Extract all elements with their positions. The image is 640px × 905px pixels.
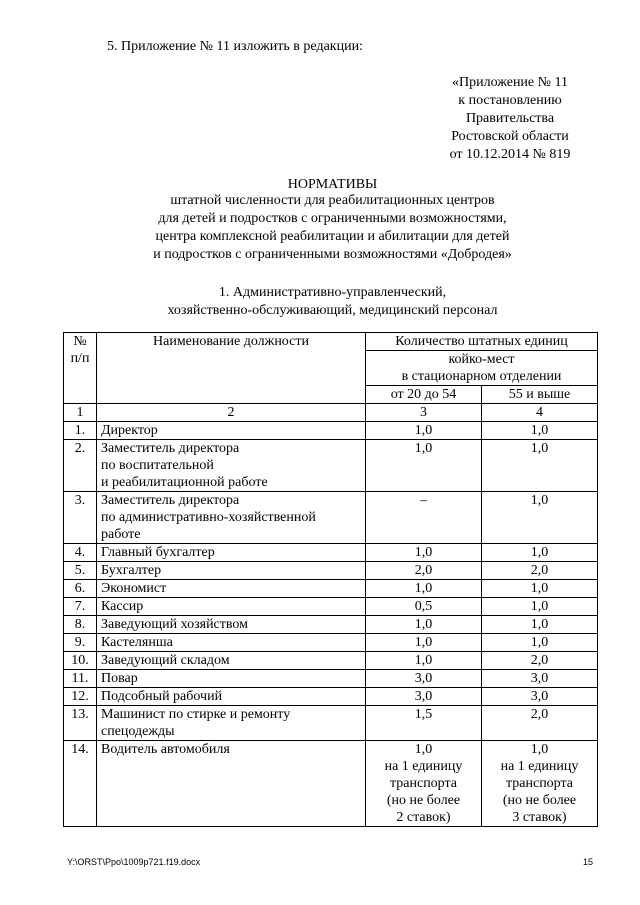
page-number: 15	[583, 857, 594, 867]
value-20-54: 3,0	[366, 688, 482, 706]
table-row	[64, 634, 598, 652]
value-55-plus: 1,0	[482, 634, 598, 652]
value-55-plus: 2,0	[482, 706, 598, 741]
section-heading	[60, 284, 605, 320]
subtitle-line: штатной численности для реабилитационных центров	[170, 193, 495, 208]
document-subtitle	[60, 192, 605, 264]
position-name: Директор	[97, 422, 366, 440]
table-row	[64, 440, 598, 492]
value-20-54: 1,0	[366, 616, 482, 634]
table-row	[64, 741, 598, 827]
column-number: 4	[482, 404, 598, 422]
position-name: Водитель автомобиля	[97, 741, 366, 827]
section-heading-line: 1. Административно-управленческий,	[218, 285, 447, 300]
position-name: Главный бухгалтер	[97, 544, 366, 562]
position-name: Бухгалтер	[97, 562, 366, 580]
value-55-plus: 2,0	[482, 652, 598, 670]
position-name: Заведующий хозяйством	[97, 616, 366, 634]
header-staff-count: Количество штатных единиц	[366, 333, 598, 351]
subtitle-line: для детей и подростков с ограниченными возможностями,	[158, 211, 507, 226]
value-20-54: 1,0	[366, 440, 482, 492]
value-55-plus: 1,0	[482, 598, 598, 616]
annex-line: от 10.12.2014 № 819	[449, 147, 571, 162]
value-20-54: 1,0	[366, 634, 482, 652]
table-row	[64, 544, 598, 562]
annex-header	[420, 74, 600, 164]
row-number: 7.	[64, 598, 97, 616]
row-number: 10.	[64, 652, 97, 670]
row-number: 9.	[64, 634, 97, 652]
value-55-plus: 3,0	[482, 688, 598, 706]
value-55-plus: 1,0	[482, 440, 598, 492]
row-number: 2.	[64, 440, 97, 492]
staff-norms-table	[63, 332, 598, 827]
position-name: Заместитель директора по административно-хозяйственной работе	[97, 492, 366, 544]
position-name: Кассир	[97, 598, 366, 616]
value-20-54: 1,0 на 1 единицу транспорта (но не более 2 ставок)	[366, 741, 482, 827]
value-20-54: 1,0	[366, 544, 482, 562]
row-number: 14.	[64, 741, 97, 827]
section-heading-line: хозяйственно-обслуживающий, медицинский персонал	[167, 303, 498, 318]
row-number: 3.	[64, 492, 97, 544]
table-row	[64, 598, 598, 616]
row-number: 11.	[64, 670, 97, 688]
table-row	[64, 688, 598, 706]
column-number: 1	[64, 404, 97, 422]
document-title: НОРМАТИВЫ	[287, 177, 378, 192]
table-row	[64, 616, 598, 634]
subtitle-line: и подростков с ограниченными возможностями «Добродея»	[153, 247, 512, 262]
value-20-54: 2,0	[366, 562, 482, 580]
intro-paragraph: 5. Приложение № 11 изложить в редакции:	[107, 39, 363, 54]
position-name: Кастелянша	[97, 634, 366, 652]
table-row	[64, 580, 598, 598]
header-beds: койко-мест	[366, 351, 598, 369]
annex-line: «Приложение № 11	[452, 75, 568, 90]
value-20-54: 1,0	[366, 422, 482, 440]
column-number: 3	[366, 404, 482, 422]
position-name: Подсобный рабочий	[97, 688, 366, 706]
position-name: Машинист по стирке и ремонту спецодежды	[97, 706, 366, 741]
position-name: Экономист	[97, 580, 366, 598]
row-number: 8.	[64, 616, 97, 634]
row-number: 12.	[64, 688, 97, 706]
subtitle-line: центра комплексной реабилитации и абилитации для детей	[155, 229, 510, 244]
row-number: 4.	[64, 544, 97, 562]
position-name: Повар	[97, 670, 366, 688]
header-position-name: Наименование должности	[97, 333, 366, 404]
value-55-plus: 1,0	[482, 544, 598, 562]
row-number: 1.	[64, 422, 97, 440]
table-row	[64, 670, 598, 688]
value-55-plus: 3,0	[482, 670, 598, 688]
footer-file-path: Y:\ORST\Ppo\1009p721.f19.docx	[67, 857, 201, 867]
table-row	[64, 652, 598, 670]
header-num: № п/п	[64, 333, 97, 404]
row-number: 13.	[64, 706, 97, 741]
header-range-2: 55 и выше	[482, 386, 598, 404]
header-department: в стационарном отделении	[366, 368, 598, 386]
annex-line: к постановлению	[458, 93, 562, 108]
table-row	[64, 422, 598, 440]
row-number: 6.	[64, 580, 97, 598]
header-range-1: от 20 до 54	[366, 386, 482, 404]
value-20-54: 1,5	[366, 706, 482, 741]
annex-line: Правительства	[465, 111, 555, 126]
value-20-54: 1,0	[366, 580, 482, 598]
position-name: Заведующий складом	[97, 652, 366, 670]
value-55-plus: 1,0	[482, 492, 598, 544]
row-number: 5.	[64, 562, 97, 580]
value-20-54: –	[366, 492, 482, 544]
table-row	[64, 706, 598, 741]
value-20-54: 3,0	[366, 670, 482, 688]
value-55-plus: 1,0	[482, 422, 598, 440]
position-name: Заместитель директора по воспитательной и реабилитационной работе	[97, 440, 366, 492]
value-55-plus: 1,0 на 1 единицу транспорта (но не более 3 ставок)	[482, 741, 598, 827]
table-row	[64, 492, 598, 544]
table-row	[64, 562, 598, 580]
value-20-54: 1,0	[366, 652, 482, 670]
value-20-54: 0,5	[366, 598, 482, 616]
annex-line: Ростовской области	[451, 129, 569, 144]
column-number: 2	[97, 404, 366, 422]
value-55-plus: 2,0	[482, 562, 598, 580]
value-55-plus: 1,0	[482, 616, 598, 634]
value-55-plus: 1,0	[482, 580, 598, 598]
